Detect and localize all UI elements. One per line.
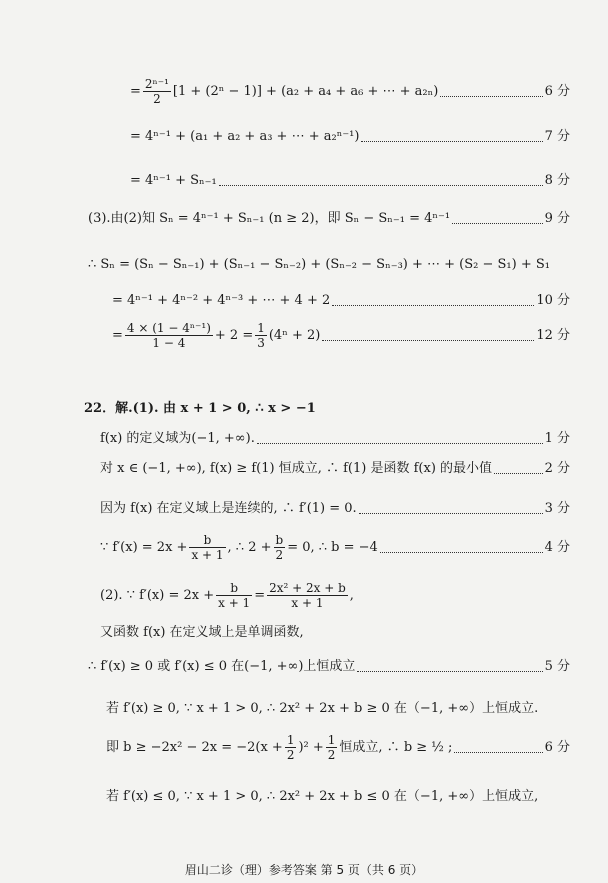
solution-line [88, 660, 570, 673]
score-mark: 4 分 [544, 540, 570, 555]
line-expr: 对 x ∈ (−1, +∞), f(x) ≥ f(1) 恒成立, ∴ f(1) 是函数 f(x) 的最小值 [100, 461, 493, 476]
fraction [255, 322, 267, 349]
line-expr: ∴ Sₙ = (Sₙ − Sₙ₋₁) + (Sₙ₋₁ − Sₙ₋₂) + (Sₙ₋₂ − Sₙ₋₃) + ⋯ + (S₂ − S₁) + S₁ [88, 257, 550, 272]
line-expr: 恒成立, ∴ b ≥ ½ ; [339, 740, 453, 755]
fraction-denominator: x + 1 [218, 596, 251, 610]
leader-dots [380, 551, 543, 553]
solution-line [100, 534, 570, 561]
line-expr: 若 f′(x) ≤ 0, ∵ x + 1 > 0, ∴ 2x² + 2x + b ≤ 0 在（−1, +∞）上恒成立, [106, 789, 539, 804]
solution-line [100, 462, 570, 475]
leader-dots [452, 222, 542, 224]
leader-dots [322, 339, 534, 341]
score-mark: 5 分 [544, 659, 570, 674]
fraction-denominator: x + 1 [191, 548, 224, 562]
fraction-denominator: 2 [275, 548, 284, 562]
score-mark: 2 分 [544, 461, 570, 476]
fraction-numerator: 2x² + 2x + b [269, 581, 346, 595]
score-mark: 10 分 [536, 293, 570, 308]
fraction-numerator: b [275, 533, 284, 547]
score-mark: 9 分 [544, 211, 570, 226]
score-mark: 12 分 [536, 328, 570, 343]
line-expr: 又函数 f(x) 在定义域上是单调函数, [100, 625, 304, 640]
line-expr: (2). ∵ f′(x) = 2x + [100, 588, 215, 603]
leader-dots [332, 304, 534, 306]
fraction-denominator: 3 [257, 336, 265, 350]
line-expr: = 4ⁿ⁻¹ + Sₙ₋₁ [130, 173, 217, 188]
solution-line [100, 626, 570, 639]
fraction [274, 534, 286, 561]
fraction-denominator: 2 [286, 748, 295, 762]
question-header [84, 402, 570, 415]
fraction-numerator: 1 [327, 733, 336, 747]
solution-line [130, 78, 570, 105]
line-expr: , ∴ 2 + [227, 540, 272, 555]
fraction-numerator: b [230, 581, 238, 595]
fraction [143, 78, 171, 105]
line-expr: )² + [298, 740, 324, 755]
page-footer: 眉山二诊（理）参考答案 第 5 页（共 6 页） [184, 863, 424, 877]
fraction-numerator: 4 × (1 − 4ⁿ⁻¹) [126, 321, 211, 335]
fraction-denominator: 2 [327, 748, 336, 762]
leader-dots [219, 184, 543, 186]
score-mark: 3 分 [544, 501, 570, 516]
leader-dots [359, 512, 543, 514]
solution-line [100, 502, 570, 515]
score-mark: 8 分 [544, 173, 570, 188]
leader-dots [257, 442, 543, 444]
fraction-numerator: 1 [257, 321, 265, 335]
solution-line [106, 790, 570, 803]
solution-line [100, 582, 570, 609]
line-expr: (4ⁿ + 2) [268, 328, 321, 343]
fraction [216, 582, 252, 609]
fraction [189, 534, 225, 561]
leader-dots [440, 95, 542, 97]
line-expr: 若 f′(x) ≥ 0, ∵ x + 1 > 0, ∴ 2x² + 2x + b ≥ 0 在（−1, +∞）上恒成立. [106, 701, 539, 716]
line-expr: ∵ f′(x) = 2x + [100, 540, 188, 555]
fraction [267, 582, 348, 609]
fraction-numerator: 2ⁿ⁻¹ [144, 77, 169, 91]
score-mark: 6 分 [544, 740, 570, 755]
leader-dots [494, 472, 543, 474]
line-expr: 因为 f(x) 在定义域上是连续的, ∴ f′(1) = 0. [100, 501, 357, 516]
solution-line [88, 258, 570, 271]
line-expr: + 2 = [214, 328, 254, 343]
fraction [285, 734, 297, 761]
line-expr: 即 b ≥ −2x² − 2x = −2(x + [106, 740, 283, 755]
solution-line [106, 702, 570, 715]
line-expr: = 4ⁿ⁻¹ + (a₁ + a₂ + a₃ + ⋯ + a₂ⁿ⁻¹) [130, 129, 360, 144]
line-expr: (3).由(2)知 Sₙ = 4ⁿ⁻¹ + Sₙ₋₁ (n ≥ 2)，即 Sₙ − Sₙ₋₁ = 4ⁿ⁻¹ [88, 211, 451, 226]
leader-dots [361, 140, 542, 142]
line-expr: = 4ⁿ⁻¹ + 4ⁿ⁻² + 4ⁿ⁻³ + ⋯ + 4 + 2 [112, 293, 331, 308]
line-expr: ∴ f′(x) ≥ 0 或 f′(x) ≤ 0 在(−1, +∞)上恒成立 [88, 659, 356, 674]
solution-line [100, 432, 570, 445]
score-mark: 6 分 [544, 84, 570, 99]
score-mark: 7 分 [544, 129, 570, 144]
solution-line [112, 294, 570, 307]
leader-dots [357, 670, 542, 672]
line-expr: = [112, 328, 123, 343]
line-expr: [1 + (2ⁿ − 1)] + (a₂ + a₄ + a₆ + ⋯ + a₂ₙ) [172, 84, 439, 99]
solution-line [112, 322, 570, 349]
line-expr: = [130, 84, 141, 99]
fraction-numerator: b [203, 533, 212, 547]
fraction [125, 322, 213, 349]
solution-line [88, 212, 570, 225]
score-mark: 1 分 [544, 431, 570, 446]
line-expr: = [254, 588, 266, 603]
fraction-numerator: 1 [286, 733, 295, 747]
fraction [326, 734, 338, 761]
fraction-denominator: 1 − 4 [152, 336, 186, 350]
fraction-denominator: x + 1 [291, 596, 324, 610]
leader-dots [454, 751, 542, 753]
line-expr: , [349, 588, 354, 603]
fraction-denominator: 2 [153, 92, 161, 106]
line-expr: = 0, ∴ b = −4 [287, 540, 378, 555]
line-expr: f(x) 的定义域为(−1, +∞). [100, 431, 255, 446]
solution-line [106, 734, 570, 761]
line-expr: 22．解.(1). 由 x + 1 > 0, ∴ x > −1 [84, 401, 316, 416]
solution-line [130, 174, 570, 187]
solution-line [130, 130, 570, 143]
